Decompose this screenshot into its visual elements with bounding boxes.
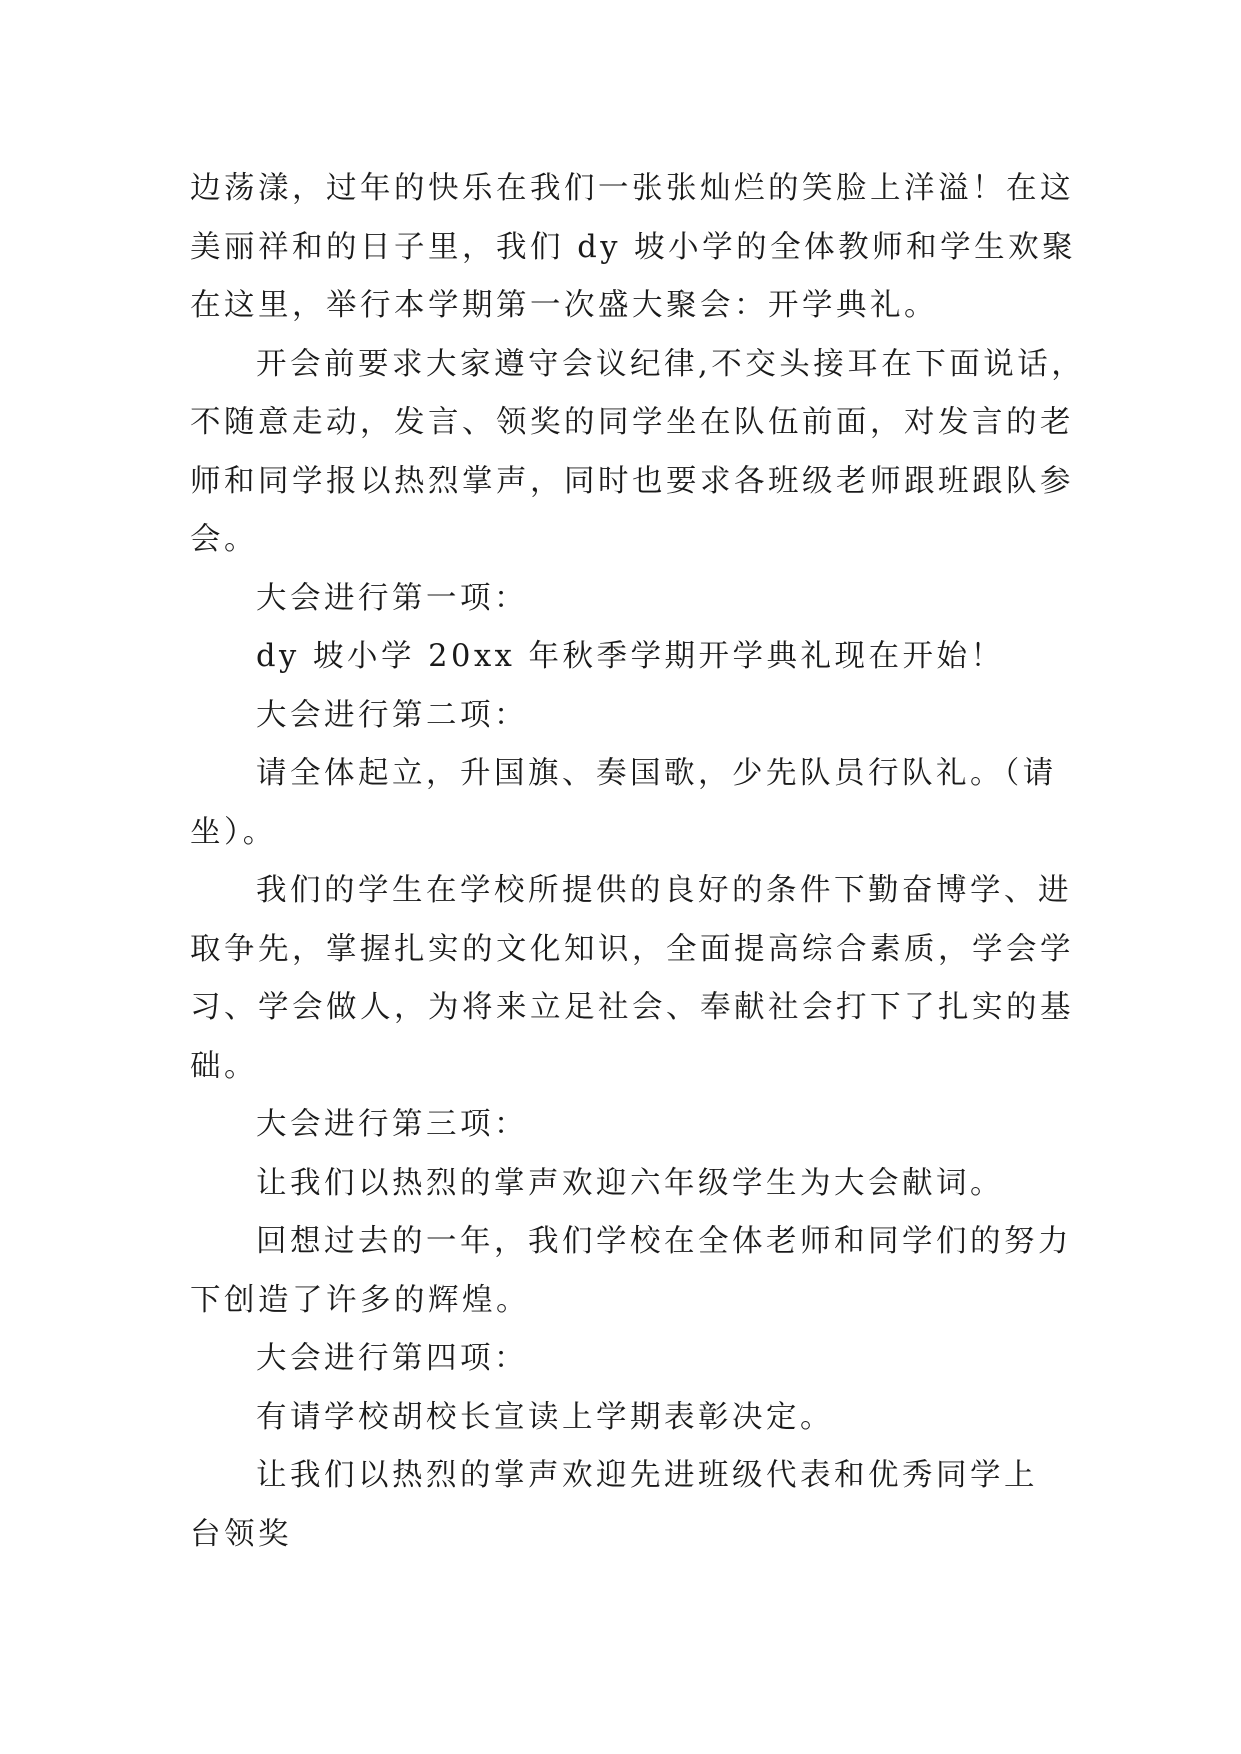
- text-line: 台领奖: [190, 1516, 292, 1552]
- text-line: 大会进行第二项：: [256, 697, 528, 733]
- text-line: 让我们以热烈的掌声欢迎六年级学生为大会献词。: [256, 1165, 1004, 1201]
- text-line: 美丽祥和的日子里，我们 dy 坡小学的全体教师和学生欢聚: [190, 229, 1077, 265]
- document-body: [190, 160, 1086, 1564]
- text-line: 取争先，掌握扎实的文化知识，全面提高综合素质，学会学: [190, 931, 1074, 967]
- text-line: 边荡漾，过年的快乐在我们一张张灿烂的笑脸上洋溢！在这: [190, 171, 1074, 206]
- text-line: 开会前要求大家遵守会议纪律,不交头接耳在下面说话，: [256, 346, 1086, 382]
- text-line: 大会进行第三项：: [256, 1107, 528, 1142]
- text-line: dy 坡小学 20xx 年秋季学期开学典礼现在开始！: [256, 639, 1005, 674]
- text-line: 有请学校胡校长宣读上学期表彰决定。: [256, 1399, 834, 1435]
- text-line: 大会进行第四项：: [256, 1341, 528, 1376]
- text-line: 大会进行第一项：: [256, 580, 528, 616]
- text-line: 坐）。: [190, 814, 277, 850]
- text-line: 会。: [190, 522, 258, 557]
- text-line: 请全体起立，升国旗、奏国歌，少先队员行队礼。（请: [256, 756, 1057, 791]
- text-line: 在这里，举行本学期第一次盛大聚会：开学典礼。: [190, 288, 938, 323]
- text-line: 回想过去的一年，我们学校在全体老师和同学们的努力: [256, 1224, 1072, 1259]
- text-line: 让我们以热烈的掌声欢迎先进班级代表和优秀同学上: [256, 1458, 1038, 1493]
- text-line: 础。: [190, 1048, 258, 1084]
- text-line: 不随意走动，发言、领奖的同学坐在队伍前面，对发言的老: [190, 405, 1074, 440]
- text-line: 习、学会做人，为将来立足社会、奉献社会打下了扎实的基: [190, 990, 1074, 1025]
- text-line: 下创造了许多的辉煌。: [190, 1282, 530, 1318]
- text-line: 我们的学生在学校所提供的良好的条件下勤奋博学、进: [256, 873, 1072, 908]
- text-line: 师和同学报以热烈掌声，同时也要求各班级老师跟班跟队参: [190, 463, 1074, 499]
